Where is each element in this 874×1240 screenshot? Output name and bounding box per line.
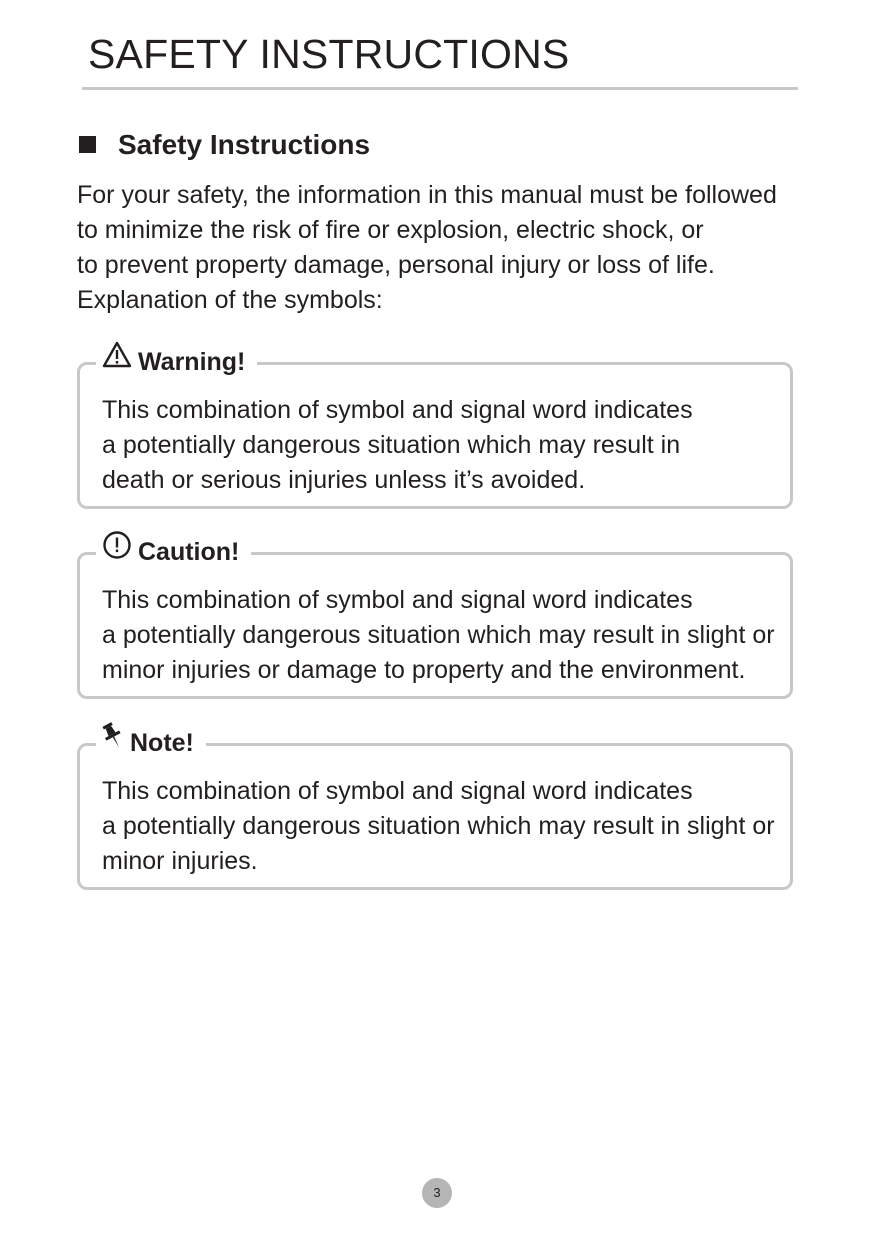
- page-number-badge: 3: [422, 1178, 452, 1208]
- pushpin-icon: [102, 721, 124, 760]
- caution-line: This combination of symbol and signal word indicates: [102, 586, 693, 614]
- note-line: minor injuries.: [102, 847, 258, 875]
- warning-label-text: Warning!: [138, 348, 246, 376]
- caution-line: a potentially dangerous situation which may result in slight or: [102, 621, 775, 649]
- warning-triangle-icon: [102, 341, 132, 377]
- section-heading-text: Safety Instructions: [118, 129, 371, 160]
- caution-label-text: Caution!: [138, 538, 240, 566]
- warning-line: a potentially dangerous situation which may result in: [102, 431, 681, 459]
- warning-line: death or serious injuries unless it’s avoided.: [102, 466, 586, 494]
- caution-line: minor injuries or damage to property and the environment.: [102, 656, 746, 684]
- intro-line: For your safety, the information in this manual must be followed: [77, 181, 777, 209]
- intro-line: to prevent property damage, personal injury or loss of life.: [77, 251, 715, 279]
- intro-line: Explanation of the symbols:: [77, 286, 383, 314]
- caution-text: [102, 583, 780, 688]
- note-label-text: Note!: [130, 729, 194, 757]
- note-box: [77, 729, 793, 890]
- square-bullet-icon: [79, 136, 96, 153]
- section-heading: [79, 128, 370, 162]
- intro-line: to minimize the risk of fire or explosion, electric shock, or: [77, 216, 704, 244]
- caution-label: [96, 535, 251, 569]
- note-label: [96, 726, 206, 760]
- warning-label: [96, 345, 257, 379]
- warning-text: [102, 393, 780, 498]
- note-line: This combination of symbol and signal word indicates: [102, 777, 693, 805]
- note-text: [102, 774, 780, 879]
- page-title: SAFETY INSTRUCTIONS: [88, 31, 570, 77]
- warning-box: [77, 348, 793, 509]
- title-divider: [82, 87, 798, 90]
- note-line: a potentially dangerous situation which may result in slight or: [102, 812, 775, 840]
- warning-line: This combination of symbol and signal word indicates: [102, 396, 693, 424]
- exclamation-circle-icon: [102, 530, 132, 569]
- caution-box: [77, 538, 793, 699]
- intro-paragraph: [77, 178, 797, 318]
